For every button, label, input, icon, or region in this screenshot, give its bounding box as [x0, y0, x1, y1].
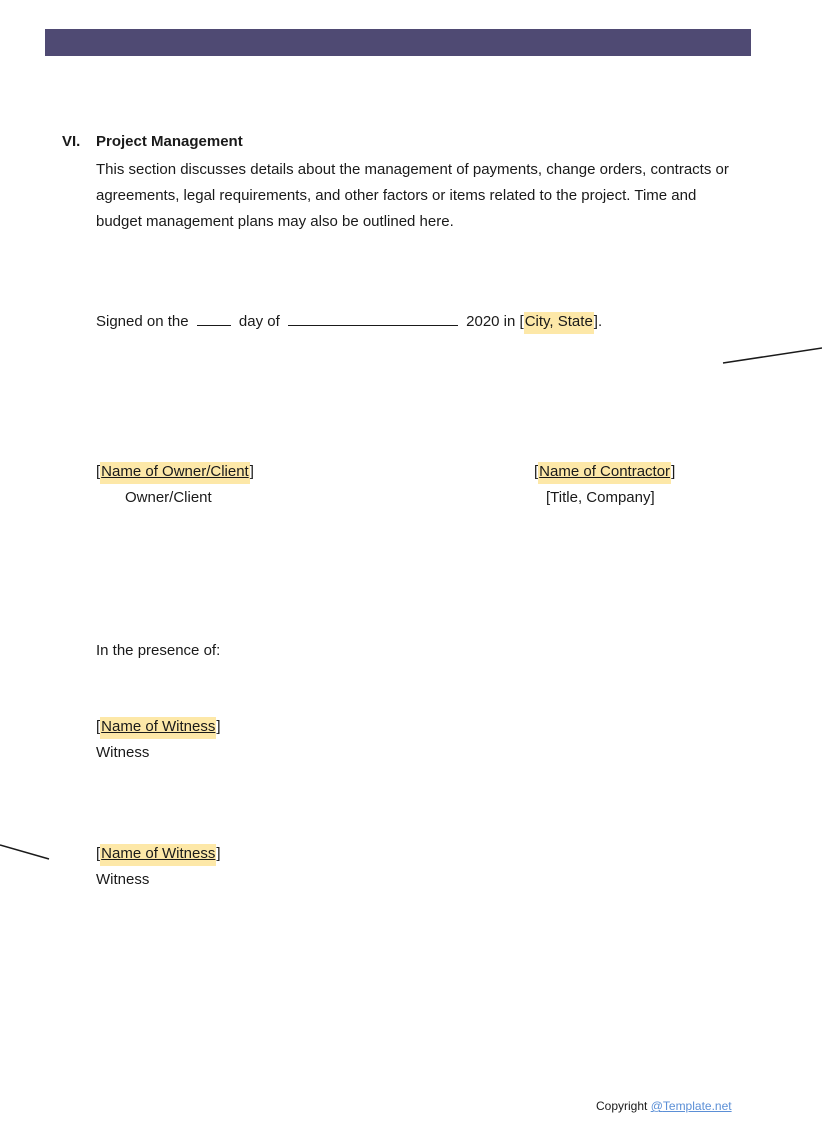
contractor-open-bracket: [: [534, 463, 539, 480]
at-sign: @: [650, 1099, 663, 1113]
signed-on-label: Signed on the: [96, 313, 189, 330]
template-link[interactable]: [651, 1099, 732, 1113]
section-number: VI.: [62, 133, 81, 150]
year-in-label: 2020 in: [466, 313, 516, 330]
location-open-bracket: [: [519, 313, 524, 330]
location-placeholder[interactable]: City, State: [524, 312, 594, 334]
witness-2-name-placeholder[interactable]: Name of Witness: [100, 844, 216, 866]
decorative-line-left: [0, 845, 49, 859]
presence-label: In the presence of:: [96, 642, 221, 659]
witness-2-role: Witness: [96, 871, 150, 888]
section-title: Project Management: [96, 133, 243, 150]
witness-2-open-bracket: [: [96, 845, 101, 862]
template-link-text: Template.net: [662, 1099, 732, 1113]
owner-close-bracket: ]: [249, 463, 254, 480]
location-close-bracket: ].: [593, 313, 603, 330]
copyright-label: Copyright: [596, 1099, 648, 1113]
day-of-label: day of: [238, 313, 280, 330]
contractor-close-bracket: ]: [671, 463, 676, 480]
contractor-role: [Title, Company]: [546, 489, 655, 506]
witness-1-open-bracket: [: [96, 718, 101, 735]
owner-name-placeholder[interactable]: Name of Owner/Client: [100, 462, 250, 484]
witness-1-name-placeholder[interactable]: Name of Witness: [100, 717, 216, 739]
footer-copyright: [596, 1099, 732, 1113]
owner-role: Owner/Client: [125, 489, 212, 506]
contractor-name-placeholder[interactable]: Name of Contractor: [538, 462, 671, 484]
section-body: This section discusses details about the management of payments, change orders, contracts or agreements, legal requirements, and other factors or items related to the project. Time and budget management plans may also be outlined here.: [96, 161, 729, 230]
witness-2-close-bracket: ]: [216, 845, 221, 862]
owner-open-bracket: [: [96, 463, 101, 480]
witness-1-role: Witness: [96, 744, 150, 761]
witness-1-close-bracket: ]: [216, 718, 221, 735]
decorative-line-right: [723, 348, 822, 363]
